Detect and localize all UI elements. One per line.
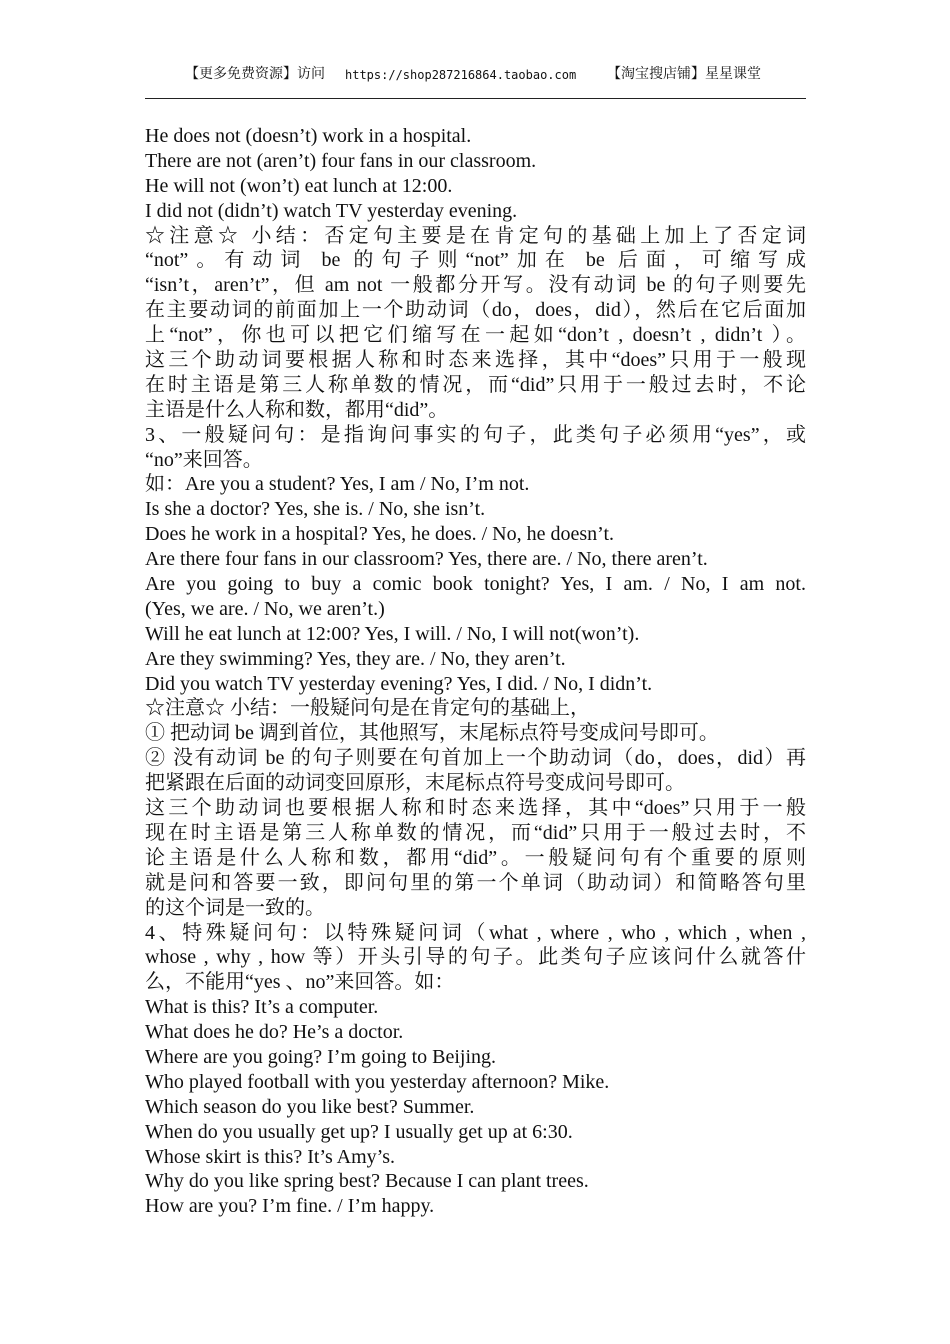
text-line: 3、一般疑问句：是指询问事实的句子，此类句子必须用“yes”，或 bbox=[145, 423, 806, 446]
text-line: 如：Are you a student? Yes, I am / No, I’m not. bbox=[145, 473, 530, 496]
text-line: Where are you going? I’m going to Beijing. bbox=[145, 1045, 497, 1068]
text-line: ② 没有动词 be 的句子则要在句首加上一个助动词（do，does，did）再 bbox=[145, 747, 806, 770]
text-line: 这三个助动词要根据人称和时态来选择，其中“does”只用于一般现 bbox=[145, 349, 806, 372]
text-line: Why do you like spring best? Because I can plant trees. bbox=[145, 1170, 589, 1193]
text-line: 现在时主语是第三人称单数的情况，而“did”只用于一般过去时，不 bbox=[145, 821, 806, 844]
text-line: 主语是什么人称和数，都用“did”。 bbox=[145, 398, 449, 421]
text-line: Will he eat lunch at 12:00? Yes, I will. / No, I will not(won’t). bbox=[145, 622, 640, 645]
text-line: 4、特殊疑问句：以特殊疑问词（what , where , who , which , when , bbox=[145, 921, 806, 944]
text-line: What is this? It’s a computer. bbox=[145, 996, 379, 1019]
text-line: 的这个词是一致的。 bbox=[145, 896, 325, 919]
text-line: 这三个助动词也要根据人称和时态来选择，其中“does”只用于一般 bbox=[145, 797, 806, 820]
text-line: What does he do? He’s a doctor. bbox=[145, 1021, 404, 1044]
text-line: Are you going to buy a comic book tonight? Yes, I am. / No, I am not. bbox=[145, 573, 806, 596]
text-line: 论主语是什么人称和数，都用“did”。一般疑问句有个重要的原则 bbox=[145, 846, 806, 869]
header-shop-url[interactable]: https://shop287216864.taobao.com bbox=[345, 68, 577, 82]
text-line: How are you? I’m fine. / I’m happy. bbox=[145, 1195, 435, 1218]
text-line: He does not (doesn’t) work in a hospital. bbox=[145, 125, 472, 147]
text-line: ☆注意☆ 小结：否定句主要是在肯定句的基础上加上了否定词 bbox=[145, 224, 806, 247]
text-line: 在主要动词的前面加上一个助动词（do，does，did），然后在它后面加 bbox=[145, 299, 806, 322]
header-shop-name: 【淘宝搜店铺】星星课堂 bbox=[607, 67, 761, 82]
text-line: Who played football with you yesterday afternoon? Mike. bbox=[145, 1070, 610, 1093]
header-promo-text: 【更多免费资源】访问 bbox=[185, 67, 325, 82]
text-line: Is she a doctor? Yes, she is. / No, she isn’t. bbox=[145, 498, 486, 521]
page-header bbox=[145, 62, 805, 88]
text-line: 上“not”，你也可以把它们缩写在一起如“don’t , doesn’t , didn’t ）。 bbox=[145, 324, 806, 347]
text-line: 么，不能用“yes 、no”来回答。如： bbox=[145, 971, 455, 994]
text-line: “not”。有动词 be 的句子则“not”加在 be 后面，可缩写成 bbox=[145, 249, 806, 272]
text-line: Whose skirt is this? It’s Amy’s. bbox=[145, 1145, 395, 1168]
text-line: “no”来回答。 bbox=[145, 448, 263, 471]
text-line: When do you usually get up? I usually get up at 6:30. bbox=[145, 1120, 573, 1143]
text-line: ☆注意☆ 小结：一般疑问句是在肯定句的基础上， bbox=[145, 697, 590, 720]
text-line: ① 把动词 be 调到首位，其他照写，末尾标点符号变成问号即可。 bbox=[145, 722, 719, 745]
text-line: Which season do you like best? Summer. bbox=[145, 1095, 475, 1118]
text-line: “isn’t，aren’t”，但 am not 一般都分开写。没有动词 be 的句子则要先 bbox=[145, 274, 806, 297]
document-body bbox=[145, 124, 806, 1219]
text-line: Are they swimming? Yes, they are. / No, they aren’t. bbox=[145, 647, 566, 670]
text-line: 把紧跟在后面的动词变回原形，末尾标点符号变成问号即可。 bbox=[145, 772, 685, 795]
text-line: There are not (aren’t) four fans in our classroom. bbox=[145, 149, 537, 172]
header-divider bbox=[145, 98, 806, 99]
text-line: I did not (didn’t) watch TV yesterday evening. bbox=[145, 199, 518, 222]
text-line: Does he work in a hospital? Yes, he does. / No, he doesn’t. bbox=[145, 523, 615, 546]
text-line: 在时主语是第三人称单数的情况，而“did”只用于一般过去时，不论 bbox=[145, 373, 806, 396]
text-line: whose , why , how 等）开头引导的句子。此类句子应该问什么就答什 bbox=[145, 946, 806, 969]
text-line: (Yes, we are. / No, we aren’t.) bbox=[145, 597, 385, 620]
text-line: He will not (won’t) eat lunch at 12:00. bbox=[145, 174, 453, 197]
text-line: Did you watch TV yesterday evening? Yes, I did. / No, I didn’t. bbox=[145, 672, 653, 695]
text-line: Are there four fans in our classroom? Yes, there are. / No, there aren’t. bbox=[145, 548, 708, 571]
text-line: 就是问和答要一致，即问句里的第一个单词（助动词）和简略答句里 bbox=[145, 871, 806, 894]
